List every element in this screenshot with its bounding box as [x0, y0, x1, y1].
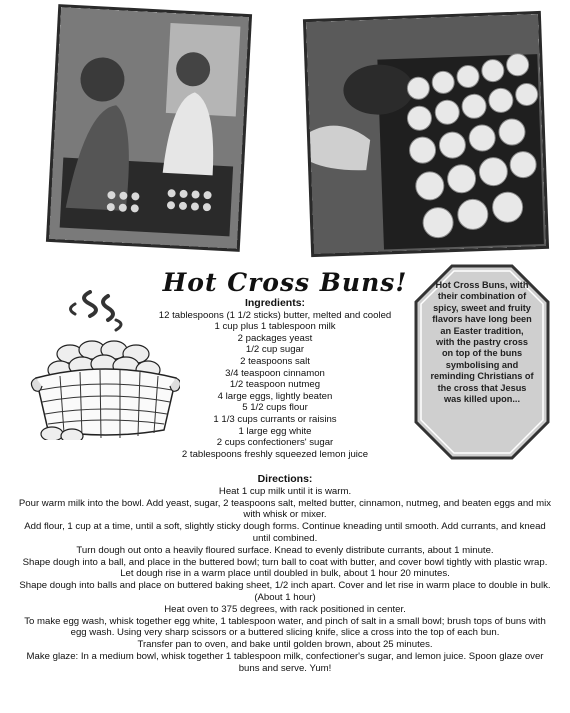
ingredient-item: 1 cup plus 1 tablespoon milk	[214, 321, 336, 333]
direction-step: Transfer pan to oven, and bake until golden brown, about 25 minutes.	[137, 639, 433, 651]
ingredient-item: 1/2 teaspoon nutmeg	[229, 379, 321, 391]
direction-step: Turn dough out onto a heavily floured surface. Knead to evenly distribute currants, about 1 minute.	[76, 544, 494, 556]
ingredients-heading: Ingredients:	[244, 297, 306, 309]
history-callout	[412, 262, 552, 462]
ingredient-item: 12 tablespoons (1 1/2 sticks) butter, melted and cooled	[158, 309, 392, 321]
photo-kids-baking	[49, 7, 249, 249]
direction-step: Pour warm milk into the bowl. Add yeast, sugar, 2 teaspoons salt, melted butter, cinnamon, nutmeg, and beaten eggs and mix with whisk or mixer.	[18, 497, 552, 521]
callout-text: Hot Cross Buns, with their combination of spicy, sweet and fruity flavors have long been an Easter tradition, with the pastry cross on top of the buns symbolising and reminding Christians of the cross that Jesus was killed upon...	[430, 280, 534, 405]
ingredient-item: 2 teaspoons salt	[240, 355, 310, 367]
direction-step: To make egg wash, whisk together egg white, 1 tablespoon water, and pinch of salt in a small bowl; brush tops of buns with egg wash. Using very sharp scissors or a buttered slicing knife, slice a cross into the top of each bun.	[24, 615, 546, 639]
direction-step: Heat 1 cup milk until it is warm.	[218, 485, 352, 497]
direction-step: Heat oven to 375 degrees, with rack positioned in center.	[164, 603, 406, 615]
direction-step: Shape dough into a ball, and place in the buttered bowl; turn ball to coat with butter, and cover bowl tightly with plastic wrap. Let dough rise in a warm place until doubled in bulk, about 1 hour 20 minutes.	[22, 556, 548, 580]
direction-step: Add flour, 1 cup at a time, until a soft, slightly sticky dough forms. Continue kneading until smooth. Add currants, and knead until combined.	[24, 521, 546, 544]
ingredient-item: 1 1/3 cups currants or raisins	[213, 413, 337, 425]
ingredient-item: 1 large egg white	[238, 425, 312, 437]
ingredient-item: 2 tablespoons freshly squeezed lemon juice	[181, 448, 369, 460]
directions-section	[18, 474, 552, 675]
directions-heading: Directions:	[257, 473, 313, 485]
photo-buns-tray	[306, 14, 546, 254]
direction-step: Make glaze: In a medium bowl, whisk together 1 tablespoon milk, confectioner's sugar, and lemon juice. Spoon glaze over buns and serve. Yum!	[26, 650, 544, 674]
ingredient-item: 1/2 cup sugar	[245, 344, 305, 356]
page-title: Hot Cross Buns!	[162, 268, 408, 297]
ingredient-item: 4 large eggs, lightly beaten	[217, 390, 333, 402]
ingredient-item: 2 packages yeast	[237, 332, 313, 344]
ingredient-item: 2 cups confectioners' sugar	[216, 437, 334, 449]
direction-step: Shape dough into balls and place on buttered baking sheet, 1/2 inch apart. Cover and let rise in warm place to double in bulk. (About 1 hour)	[19, 580, 551, 603]
ingredient-item: 3/4 teaspoon cinnamon	[225, 367, 325, 379]
ingredient-item: 5 1/2 cups flour	[242, 402, 308, 414]
